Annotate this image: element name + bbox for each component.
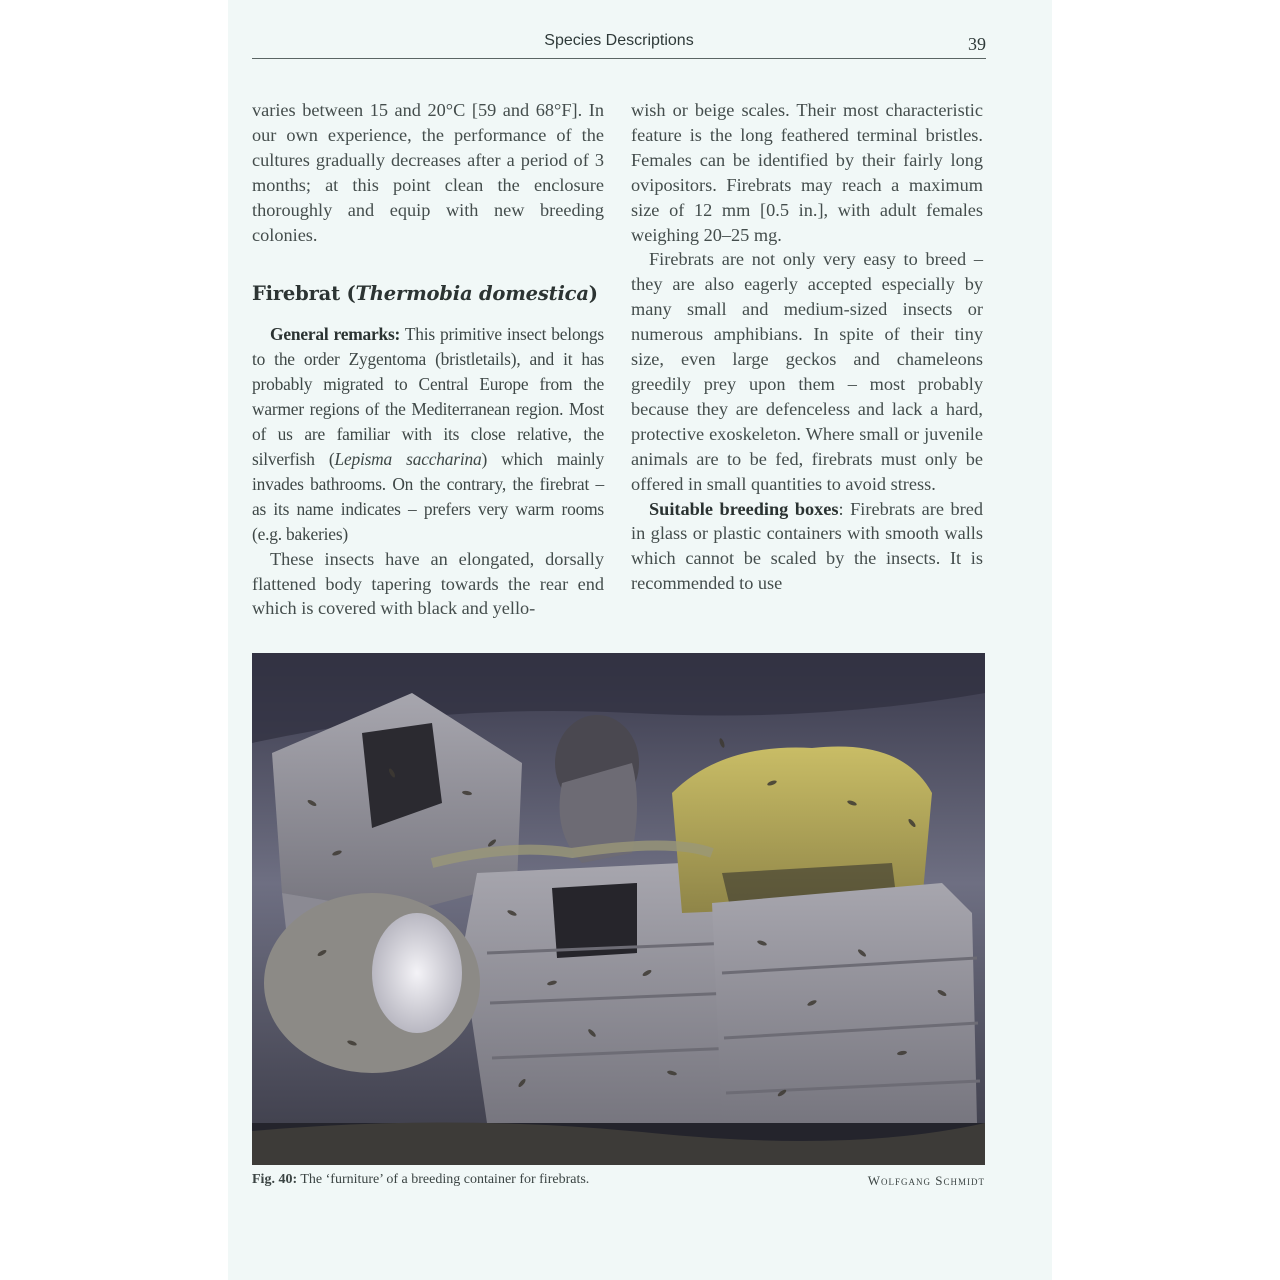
book-page xyxy=(228,0,1052,1280)
breeding-container-photo xyxy=(252,653,985,1165)
running-head xyxy=(252,30,986,59)
breeding-boxes-paragraph xyxy=(631,497,983,597)
section-heading-firebrat xyxy=(252,281,604,307)
general-remarks-label: General remarks: xyxy=(270,324,401,345)
continued-paragraph-right: wish or beige scales. Their most characteristic feature is the long feathered terminal bristles. Females can be identified by their fairly long ovipositors. Firebrats may reach a maximum size of 12 mm [0.5 in.], with adult females weighing 20–25 mg. xyxy=(631,100,983,245)
right-column xyxy=(631,98,983,596)
figure-photo-breeding-container xyxy=(252,653,985,1165)
photo-credit: Wolfgang Schmidt xyxy=(867,1173,985,1188)
breeding-boxes-text: : Firebrats are bred in glass or plastic containers with smooth walls which cannot be scaled by the insects. It is recommended to use xyxy=(631,498,983,594)
heading-prefix: Firebrat ( xyxy=(252,282,356,306)
continued-paragraph-left: varies between 15 and 20°C [59 and 68°F]. In our own experience, the performance of the cultures gradually decreases after a period of 3 months; at this point clean the enclosure thoroughly and equip with new breeding colonies. xyxy=(252,100,604,245)
feeding-paragraph: Firebrats are not only very easy to breed – they are also eagerly accepted especially by many small and medium-sized insects or numerous amphibians. In spite of their tiny size, even large geckos and chameleons greedily prey upon them – most probably because they are defenceless and lack a hard, protective exoskeleton. Where small or juvenile animals are to be fed, firebrats must only be offered in small quantities to avoid stress. xyxy=(631,249,983,494)
page-number: 39 xyxy=(968,34,986,54)
figure-label: Fig. 40: xyxy=(252,1172,298,1187)
figure-caption xyxy=(252,1172,985,1194)
body-description-paragraph: These insects have an elongated, dorsally flattened body tapering towards the rear end which is covered with black and yello- xyxy=(252,548,604,619)
figure-caption-text: The ‘furniture’ of a breeding container for firebrats. xyxy=(297,1172,590,1187)
heading-suffix: ) xyxy=(588,282,598,306)
general-remarks-text-2: ) which mainly invades bathrooms. On the contrary, the firebrat – as its name indicates – prefers very warm rooms (e.g. bakeries) xyxy=(252,448,604,544)
left-column xyxy=(252,98,604,621)
general-remarks-paragraph xyxy=(252,322,604,546)
breeding-boxes-label: Suitable breeding boxes xyxy=(649,498,839,519)
silverfish-scientific-name: Lepisma saccharina xyxy=(334,448,482,469)
heading-scientific-name: Thermobia domestica xyxy=(355,282,589,306)
running-title: Species Descriptions xyxy=(544,32,694,49)
general-remarks-text-1: This primitive insect belongs to the order Zygentoma (bristletails), and it has probably migrated to Central Europe from the warmer regions of the Mediterranean region. Most of us are familiar with its close relative, the silverfish ( xyxy=(252,324,604,469)
